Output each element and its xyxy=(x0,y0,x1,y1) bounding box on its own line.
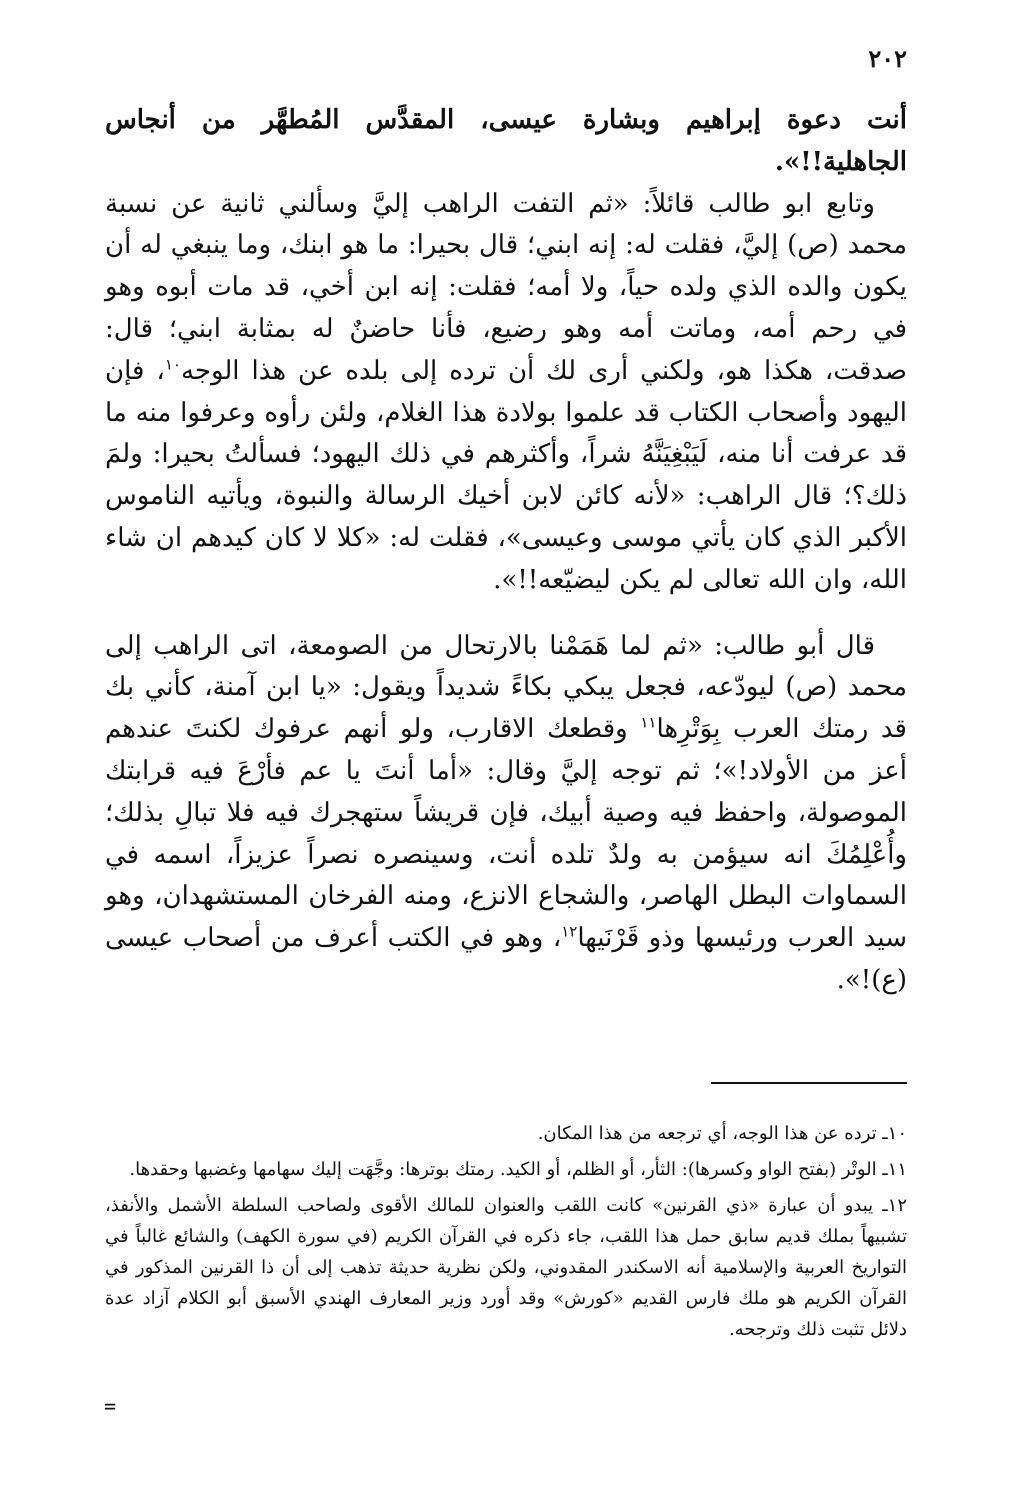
paragraph-3-part-a: قال أبو طالب: «ثم لما هَمَمْنا بالارتحال من الصومعة، اتى الراهب إلى محمد (ص) ليودّعه، فجعل يبكي بكاءً شديداً ويقول: «يا ابن آمنة، كأني بك قد رمتك العرب بِوَتْرِها xyxy=(105,630,907,745)
footnote-ref-11: ١١ xyxy=(640,713,657,732)
footnote-ref-12: ١٢ xyxy=(561,922,578,941)
paragraph-2 xyxy=(105,184,907,602)
paragraph-3-part-b: وقطعك الاقارب، ولو أنهم عرفوك لكنتَ عندهم أعز من الأولاد!»؛ ثم توجه إليَّ وقال: «أما أنتَ يا عم فأرْعَ فيه قرابتك الموصولة، واحفظ فيه وصية أبيك، فإن قريشاً ستهجرك فيه فلا تبالِ بذلك؛ وأُعْلِمُكَ انه سيؤمن به ولدٌ تلده أنت، وسينصره نصراً عزيزاً، اسمه في السماوات البطل الهاصر، والشجاع الانزع، ومنه الفرخان المستشهدان، وهو سيد العرب ورئيسها وذو قَرْنَيها xyxy=(105,714,908,954)
footnote-12 xyxy=(105,1190,907,1345)
footnote-10 xyxy=(105,1118,907,1149)
footnote-separator xyxy=(711,1082,907,1084)
continuation-mark: = xyxy=(104,1394,117,1418)
footnote-text: الوتْر (بفتح الواو وكسرها): الثأر، أو الظلم، أو الكيد. رمتك بوترها: وجَّهَت إليك سهامها وغضبها وحقدها. xyxy=(129,1159,877,1180)
footnote-number: ١٠ـ xyxy=(882,1123,907,1144)
footnote-text: ترده عن هذا الوجه، أي ترجعه من هذا المكان. xyxy=(537,1123,877,1144)
paragraph-2-part-a: وتابع ابو طالب قائلاً: «ثم التفت الراهب إليَّ وسألني ثانية عن نسبة محمد (ص) إليَّ، فقلت له: إنه ابني؛ قال بحيرا: ما هو ابنك، وما ينبغي له أن يكون والده الذي ولده حياً، ولا أمه؛ فقلت: إنه ابن أخي، قد مات أبوه وهو في رحم أمه، وماتت أمه وهو رضيع، فأنا حاضنٌ له بمثابة ابني؛ قال: صدقت، هكذا هو، ولكني أرى لك أن ترده إلى بلده عن هذا الوجه xyxy=(105,188,907,386)
paragraph-1: أنت دعوة إبراهيم وبشارة عيسى، المقدَّس المُطهَّر من أنجاس الجاهلية!!». xyxy=(105,105,907,177)
footnote-ref-10: ١٠ xyxy=(164,355,181,374)
footnote-text: يبدو أن عبارة «ذي القرنين» كانت اللقب والعنوان للمالك الأقوى ولصاحب السلطة الأشمل والأنفذ، تشبيهاً بملك قديم سابق حمل هذا اللقب، جاء ذكره في القرآن الكريم (في سورة الكهف) والشائع غالباً في التواريخ العربية والإسلامية أنه الاسكندر المقدوني، ولكن نظرية حديثة تذهب إلى أن ذا القرنين المذكور في القرآن الكريم هو ملك فارس القديم «كورش» وقد أورد وزير المعارف الهندي الأسبق أبو الكلام آزاد عدة دلائل تثبت ذلك وترجحه. xyxy=(105,1195,907,1340)
footnote-number: ١٢ـ xyxy=(882,1195,907,1216)
paragraph-3 xyxy=(105,626,907,1002)
footnotes xyxy=(105,1118,907,1350)
page-number: ٢٠٢ xyxy=(868,44,907,73)
footnote-number: ١١ـ xyxy=(882,1159,907,1180)
paragraph-2-part-b: ، فإن اليهود وأصحاب الكتاب قد علموا بولادة هذا الغلام، ولئن رأوه وعرفوا منه ما قد عرفت أنا منه، لَيَبْغِيَنَّهُ شراً، وأكثرهم في ذلك اليهود؛ فسألتُ بحيرا: ولمَ ذلك؟؛ قال الراهب: «لأنه كائن لابن أخيك الرسالة والنبوة، ويأتيه الناموس الأكبر الذي كان يأتي موسى وعيسى»، فقلت له: «كلا لا كان كيدهم ان شاء الله، وان الله تعالى لم يكن ليضيّعه!!». xyxy=(105,355,907,595)
footnote-11 xyxy=(105,1154,907,1185)
paragraph-3-part-c: ، وهو في الكتب أعرف من أصحاب عيسى (ع)!». xyxy=(105,923,907,995)
main-text xyxy=(105,100,907,1002)
